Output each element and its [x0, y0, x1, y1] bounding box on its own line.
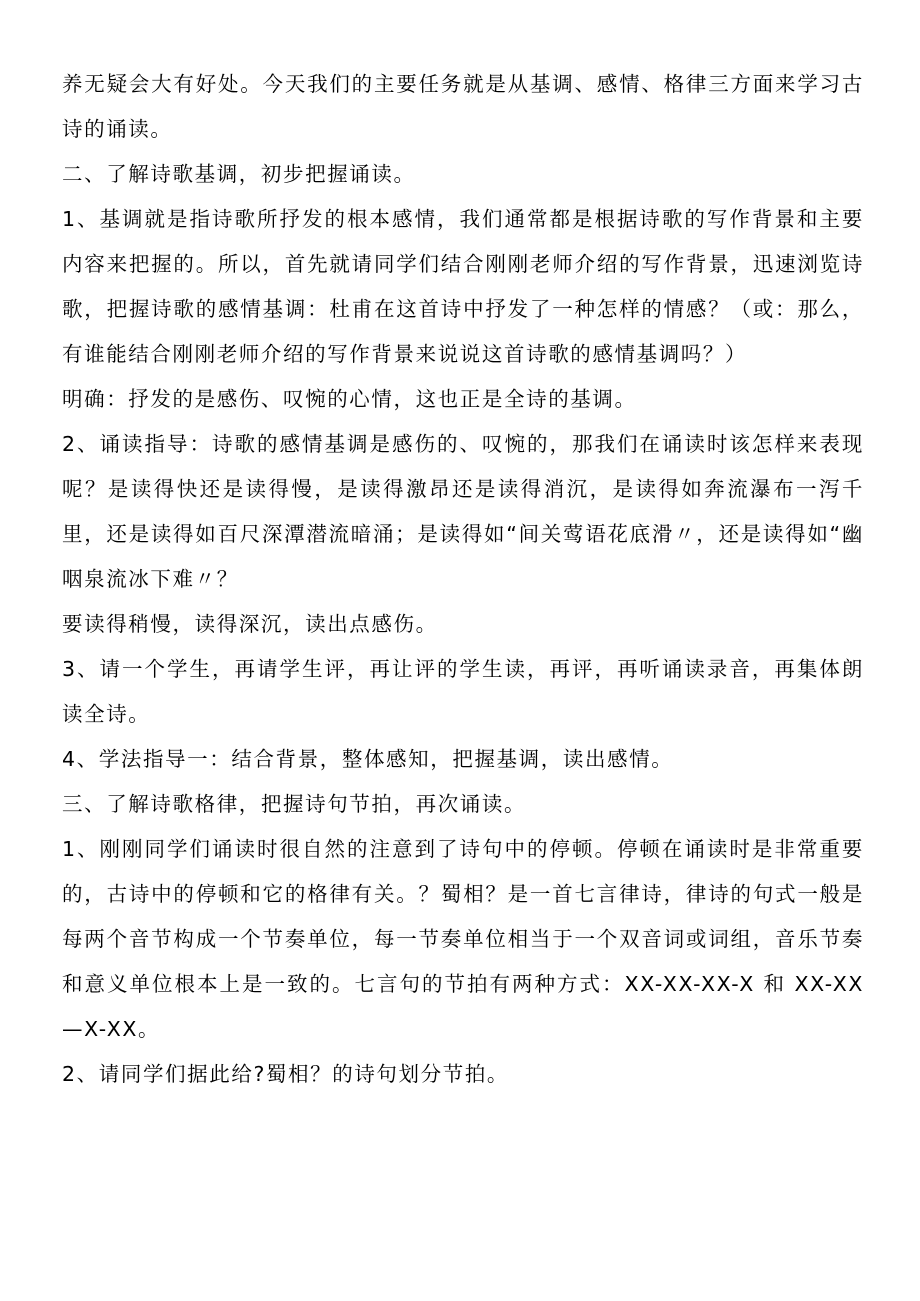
paragraph-item-3-practice: 3、请一个学生，再请学生评，再让评的学生读，再评，再听诵读录音，再集体朗读全诗。 — [62, 657, 864, 726]
paragraph-item-2-rhythm-task: 2、请同学们据此给?蜀相？的诗句划分节拍。 — [62, 1062, 510, 1086]
section-heading-three: 三、了解诗歌格律，把握诗句节拍，再次诵读。 — [62, 792, 527, 816]
paragraph-item-2-reading-guidance: 2、诵读指导：诗歌的感情基调是感伤的、叹惋的，那我们在诵读时该怎样来表现呢？是读得快还是读得慢，是读得激昂还是读得消沉，是读得如奔流瀑布一泻千里，还是读得如百尺深潭潜流暗涌；是读得如“间关莺语花底滑〃，还是读得如“幽咽泉流冰下难〃？ — [62, 432, 864, 591]
paragraph-reading-answer: 要读得稍慢，读得深沉，读出点感伤。 — [62, 612, 438, 636]
section-heading-two: 二、了解诗歌基调，初步把握诵读。 — [62, 162, 416, 186]
paragraph-item-4-method: 4、学法指导一：结合背景，整体感知，把握基调，读出感情。 — [62, 747, 674, 771]
paragraph-clarification: 明确：抒发的是感伤、叹惋的心情，这也正是全诗的基调。 — [62, 387, 637, 411]
paragraph-item-1-pauses: 1、刚刚同学们诵读时很自然的注意到了诗句中的停顿。停顿在诵读时是非常重要的，古诗中的停顿和它的格律有关。？蜀相？是一首七言律诗，律诗的句式一般是每两个音节构成一个节奏单位，每一节奏单位相当于一个双音词或词组，音乐节奏和意义单位根本上是一致的。七言句的节拍有两种方式：XX-XX-XX-X 和 XX-XX—X-XX。 — [62, 837, 864, 1041]
paragraph-item-1-tone: 1、基调就是指诗歌所抒发的根本感情，我们通常都是根据诗歌的写作背景和主要内容来把握的。所以，首先就请同学们结合刚刚老师介绍的写作背景，迅速浏览诗歌，把握诗歌的感情基调：杜甫在这首诗中抒发了一种怎样的情感？（或：那么，有谁能结合刚刚老师介绍的写作背景来说说这首诗歌的感情基调吗？） — [62, 207, 864, 366]
paragraph-intro-continuation: 养无疑会大有好处。今天我们的主要任务就是从基调、感情、格律三方面来学习古诗的诵读。 — [62, 72, 864, 141]
